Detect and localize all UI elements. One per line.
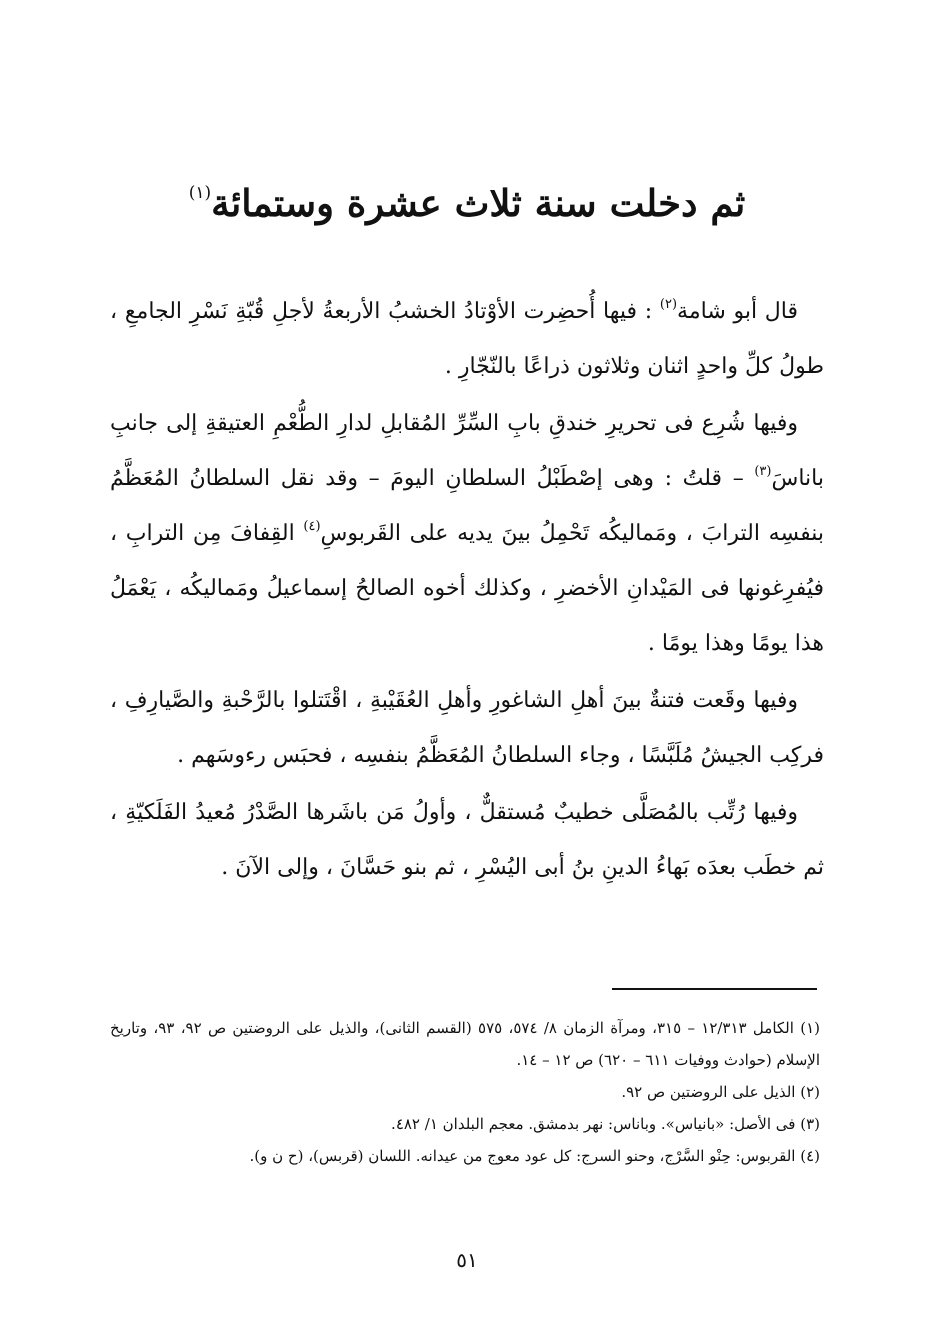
footnote-separator [612,988,817,990]
page-number: ٥١ [456,1248,478,1272]
footnote-1: (١) الكامل ١٢/٣١٣ – ٣١٥، ومرآة الزمان ٨/ ٥٧٤، ٥٧٥ (القسم الثانى)، والذيل على الروضتين ص ٩٢، ٩٣، وتاريخ الإسلام (حوادث ووفيات ٦١١ – ٦٢٠) ص ١٢ – ١٤. [110,1019,820,1069]
chapter-title-text: ثم دخلت سنة ثلاث عشرة وستمائة [211,180,746,225]
footnote-2: (٢) الذيل على الروضتين ص ٩٢. [621,1083,820,1101]
paragraph-1-part-a: قال أبو شامة [677,299,798,324]
footnote-3: (٣) فى الأصل: «بانياس». وباناس: نهر بدمشق. معجم البلدان ١/ ٤٨٢. [391,1115,820,1133]
paragraph-2-part-c: القِفافَ مِن الترابِ ، فيُفرِغونها فى المَيْدانِ الأخضرِ ، وكذلك أخوه الصالحُ إسماعيلُ ومَماليكُه ، يَعْمَلُ هذا يومًا وهذا يومًا . [110,521,824,656]
footnotes [110,1012,820,1172]
footnote-ref-4: (٤) [303,519,321,534]
paragraph-2-part-a: وفيها شُرِع فى تحريرِ خندقِ بابِ السِّرِّ المُقابلِ لدارِ الطُّعْمِ العتيقةِ إلى جانبِ باناسَ [110,411,824,491]
paragraph-4: وفيها رُتِّب بالمُصَلَّى خطيبٌ مُستقلٌّ ، وأولُ مَن باشَرها الصَّدْرُ مُعيدُ الفَلَكيّةِ ، ثم خطَب بعدَه بَهاءُ الدينِ بنُ أبى اليُسْرِ ، ثم بنو حَسَّانَ ، وإلى الآنَ . [110,800,824,880]
paragraph-1-part-b: : فيها أُحضِرت الأوْتادُ الخشبُ الأربعةُ لأجلِ قُبّةِ نَسْرِ الجامعِ ، طولُ كلِّ واحدٍ اثنان وثلاثون ذراعًا بالنّجّارِ . [110,299,824,379]
paragraph-1 [110,284,824,394]
footnote-4: (٤) القربوس: حِنْو السَّرْج، وحنو السرج: كل عود معوج من عيدانه. اللسان (قربس)، (ح ن و). [249,1147,820,1165]
paragraph-3: وفيها وقَعت فتنةٌ بينَ أهلِ الشاغورِ وأهلِ العُقَيْبةِ ، اقْتَتلوا بالرَّحْبةِ والصَّيارِفِ ، فركِب الجيشُ مُلَبَّسًا ، وجاء السلطانُ المُعَظَّمُ بنفسِه ، فحبَس رءوسَهم . [110,688,824,768]
paragraph-2 [110,396,824,671]
footnote-ref-2: (٢) [659,297,678,312]
paragraph-2-part-b: – قلتُ : وهى إصْطَبْلُ السلطانِ اليومَ – وقد نقل السلطانُ المُعَظَّمُ بنفسِه الترابَ ، ومَماليكُه تَحْمِلُ بينَ يديه على القَربوسِ [110,466,824,546]
footnote-ref-3: (٣) [754,464,772,479]
title-footnote-ref: (١) [188,182,212,203]
main-text [110,284,824,895]
chapter-title [120,163,814,233]
